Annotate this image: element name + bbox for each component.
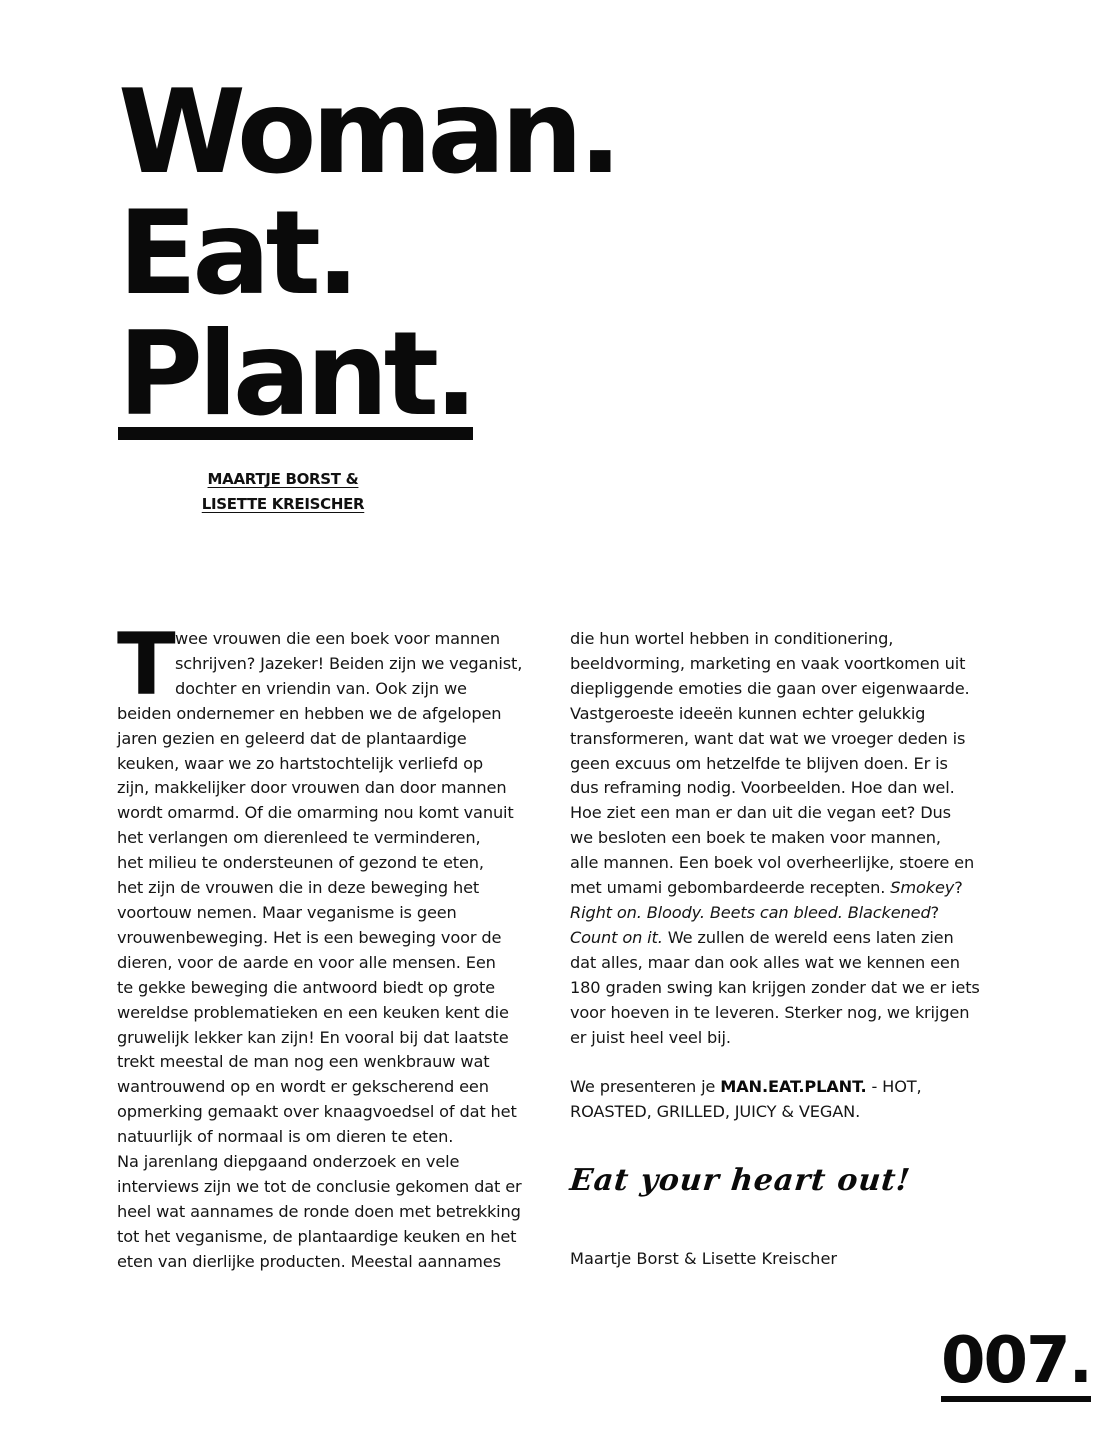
page-number: 007. [941, 1326, 1091, 1402]
text-segment: met umami gebombardeerde recepten. [570, 878, 891, 898]
text-line: voor hoeven in te leveren. Sterker nog, we krijgen [570, 1002, 970, 1022]
text-line: keuken, waar we zo hartstochtelijk verliefd op [117, 753, 483, 773]
text-line: diepliggende emoties die gaan over eigenwaarde. [570, 678, 970, 698]
text-line: ROASTED, GRILLED, JUICY & VEGAN. [570, 1102, 861, 1122]
text-line: beeldvorming, marketing en vaak voortkomen uit [570, 653, 966, 673]
author-line-1: MAARTJE BORST & [207, 470, 359, 488]
text-line: alle mannen. Een boek vol overheerlijke, stoere en [570, 853, 975, 873]
text-line: wereldse problematieken en een keuken kent die [117, 1002, 509, 1022]
text-line: geen excuus om hetzelfde te blijven doen. Er is [570, 753, 948, 773]
text-line: vrouwenbeweging. Het is een beweging voor de [117, 927, 502, 947]
article-column-left [117, 615, 547, 1275]
text-line: die hun wortel hebben in conditionering, [570, 629, 894, 648]
text-line: jaren gezien en geleerd dat de plantaardige [117, 728, 467, 748]
title-line-woman: Woman. [118, 65, 618, 200]
text-line: Na jarenlang diepgaand onderzoek en vele [117, 1152, 460, 1172]
text-segment: We zullen de wereld eens laten zien [662, 927, 954, 947]
italic-text: Right on. Bloody. Beets can bleed. Blackened [570, 902, 931, 922]
text-line: 180 graden swing kan krijgen zonder dat we er iets [570, 977, 980, 997]
text-line: natuurlijk of normaal is om dieren te eten. [117, 1127, 454, 1147]
text-line: beiden ondernemer en hebben we de afgelopen [117, 703, 502, 723]
text-line: trekt meestal de man nog een wenkbrauw wat [117, 1052, 490, 1072]
text-line: wordt omarmd. Of die omarming nou komt vanuit [117, 803, 514, 823]
text-line: dochter en vriendin van. Ook zijn we [175, 678, 467, 698]
text-line: dieren, voor de aarde en voor alle mensen. Een [117, 952, 496, 972]
text-line [570, 926, 1000, 951]
page-title [118, 65, 618, 442]
text-line: interviews zijn we tot de conclusie gekomen dat er [117, 1176, 522, 1196]
text-line: gruwelijk lekker kan zijn! En vooral bij dat laatste [117, 1027, 509, 1047]
text-line: dat alles, maar dan ook alles wat we kennen een [570, 952, 960, 972]
text-line: transformeren, want dat wat we vroeger deden is [570, 728, 966, 748]
text-segment: - HOT, [866, 1077, 922, 1097]
paragraph-gap [570, 1050, 1000, 1075]
text-line: het milieu te ondersteunen of gezond te eten, [117, 853, 484, 873]
text-line: het verlangen om dierenleed te verminderen, [117, 828, 481, 848]
text-line: wee vrouwen die een boek voor mannen [175, 629, 501, 648]
text-segment: ? [954, 878, 963, 898]
text-line: Hoe ziet een man er dan uit die vegan eet? Dus [570, 803, 951, 823]
title-line-eat: Eat. [118, 186, 356, 321]
text-line: Vastgeroeste ideeën kunnen echter gelukkig [570, 703, 926, 723]
article-column-right [570, 627, 1000, 1125]
author-byline [183, 467, 383, 517]
text-line: er juist heel veel bij. [570, 1027, 731, 1047]
italic-text: Count on it. [570, 927, 663, 947]
drop-cap: T [117, 615, 176, 715]
text-line: wantrouwend op en wordt er gekscherend een [117, 1077, 489, 1097]
text-line: heel wat aannames de ronde doen met betrekking [117, 1201, 521, 1221]
handwritten-closing: Eat your heart out! [568, 1163, 913, 1198]
text-line: opmerking gemaakt over knaagvoedsel of dat het [117, 1102, 517, 1122]
author-line-2: LISETTE KREISCHER [201, 495, 365, 513]
text-line: zijn, makkelijker door vrouwen dan door mannen [117, 778, 507, 798]
text-line [570, 901, 1000, 926]
text-segment: ? [930, 902, 940, 922]
text-line: dus reframing nodig. Voorbeelden. Hoe dan wel. [570, 778, 955, 798]
text-line: tot het veganisme, de plantaardige keuken en het [117, 1226, 517, 1246]
text-segment: We presenteren je [570, 1077, 721, 1097]
title-line-plant: Plant. [118, 307, 474, 442]
signature-names: Maartje Borst & Lisette Kreischer [570, 1249, 838, 1268]
text-line [570, 1075, 1000, 1100]
text-line: voortouw nemen. Maar veganisme is geen [117, 902, 457, 922]
text-line: schrijven? Jazeker! Beiden zijn we veganist, [175, 653, 523, 673]
text-line [570, 876, 1000, 901]
italic-text: Smokey [890, 878, 955, 898]
text-line: we besloten een boek te maken voor mannen, [570, 828, 941, 848]
text-line: eten van dierlijke producten. Meestal aannames [117, 1251, 501, 1271]
text-line: het zijn de vrouwen die in deze beweging het [117, 878, 480, 898]
text-line: te gekke beweging die antwoord biedt op grote [117, 977, 495, 997]
book-title-emphasis: MAN.EAT.PLANT. [720, 1077, 867, 1097]
